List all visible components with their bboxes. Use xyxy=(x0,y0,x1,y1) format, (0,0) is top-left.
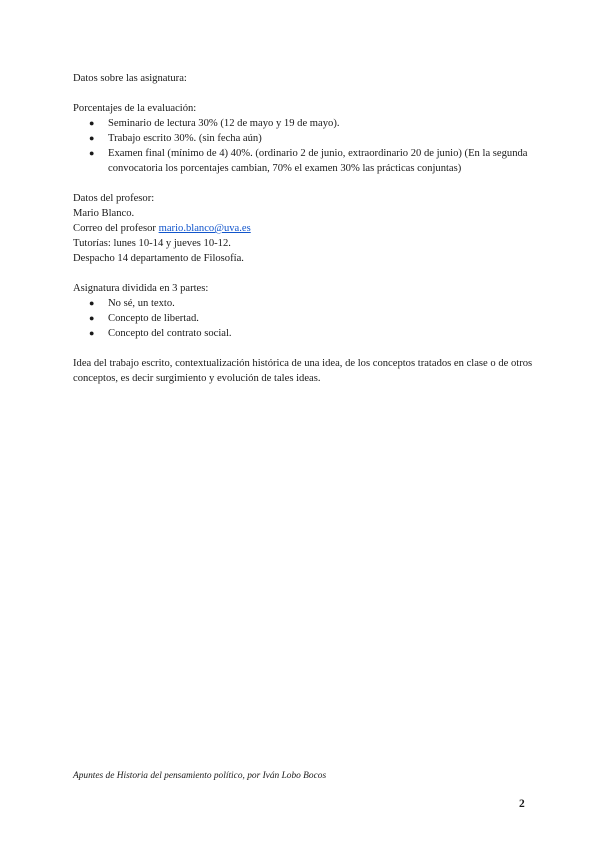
spacer xyxy=(73,266,533,281)
list-item-text: Concepto de libertad. xyxy=(108,313,199,324)
list-item-text: Trabajo escrito 30%. (sin fecha aún) xyxy=(108,133,262,144)
page-number: 2 xyxy=(519,798,525,810)
list-item-text: Concepto del contrato social. xyxy=(108,328,232,339)
professor-name: Mario Blanco. xyxy=(73,208,135,219)
office-line: Despacho 14 departamento de Filosofía. xyxy=(73,253,244,264)
spacer xyxy=(73,341,533,356)
evaluation-heading: Porcentajes de la evaluación: xyxy=(73,103,197,114)
spacer xyxy=(73,86,533,101)
list-item xyxy=(73,146,533,176)
email-label: Correo del profesor xyxy=(73,223,159,234)
parts-list xyxy=(73,296,533,341)
list-item-text: Seminario de lectura 30% (12 de mayo y 19 de mayo). xyxy=(108,118,340,129)
list-item xyxy=(73,131,533,146)
assignment-paragraph: Idea del trabajo escrito, contextualización histórica de una idea, de los conceptos tratados en clase o de otros conceptos, es decir surgimiento y evolución de tales ideas. xyxy=(73,358,533,384)
page-content xyxy=(73,71,533,386)
email-link[interactable]: mario.blanco@uva.es xyxy=(158,223,251,234)
section-title: Datos sobre las asignatura: xyxy=(73,73,187,84)
professor-email-line xyxy=(73,221,533,236)
list-item-text: Examen final (mínimo de 4) 40%. (ordinario 2 de junio, extraordinario 20 de junio) (En la segunda convocatoria los porcentajes cambian, 70% el examen 30% las prácticas conjuntas) xyxy=(108,148,528,174)
list-item xyxy=(73,311,533,326)
bullet-icon: ● xyxy=(89,298,95,308)
tutorials-line: Tutorías: lunes 10-14 y jueves 10-12. xyxy=(73,238,231,249)
list-item xyxy=(73,296,533,311)
professor-heading: Datos del profesor: xyxy=(73,193,155,204)
list-item xyxy=(73,326,533,341)
evaluation-list xyxy=(73,116,533,176)
bullet-icon: ● xyxy=(89,313,95,323)
bullet-icon: ● xyxy=(89,148,95,158)
bullet-icon: ● xyxy=(89,133,95,143)
list-item xyxy=(73,116,533,131)
bullet-icon: ● xyxy=(89,118,95,128)
bullet-icon: ● xyxy=(89,328,95,338)
parts-heading: Asignatura dividida en 3 partes: xyxy=(73,283,209,294)
spacer xyxy=(73,176,533,191)
page-footer: Apuntes de Historia del pensamiento político, por Iván Lobo Bocos xyxy=(73,771,327,781)
list-item-text: No sé, un texto. xyxy=(108,298,175,309)
